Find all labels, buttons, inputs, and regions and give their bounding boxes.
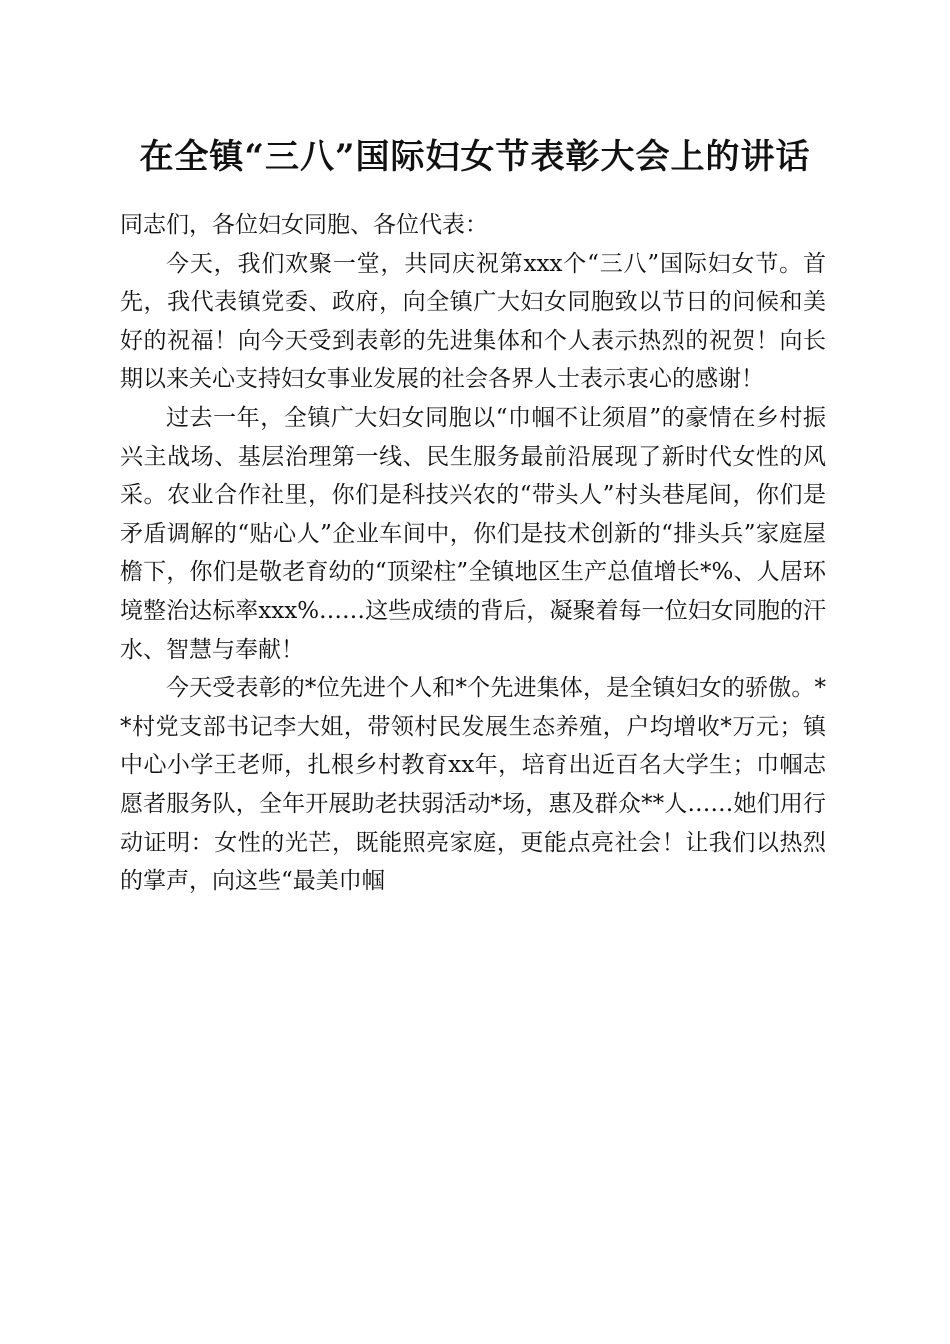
paragraph-achievements: 过去一年，全镇广大妇女同胞以“巾帼不让须眉”的豪情在乡村振兴主战场、基层治理第一线、民生服务最前沿展现了新时代女性的风采。农业合作社里，你们是科技兴农的“带头人”村头巷尾间，你们是矛盾调解的“贴心人”企业车间中，你们是技术创新的“排头兵”家庭屋檐下，你们是敬老育幼的“顶梁柱”全镇地区生产总值增长*%、人居环境整治达标率xxx%……这些成绩的背后，凝聚着每一位妇女同胞的汗水、智慧与奉献！	[120, 404, 826, 663]
paragraph-opening: 今天，我们欢聚一堂，共同庆祝第xxx个“三八”国际妇女节。首先，我代表镇党委、政府，向全镇广大妇女同胞致以节日的问候和美好的祝福！向今天受到表彰的先进集体和个人表示热烈的祝贺！向长期以来关心支持妇女事业发展的社会各界人士表示衷心的感谢！	[120, 250, 826, 393]
paragraph-honorees: 今天受表彰的*位先进个人和*个先进集体，是全镇妇女的骄傲。**村党支部书记李大姐，带领村民发展生态养殖，户均增收*万元；镇中心小学王老师，扎根乡村教育xx年，培育出近百名大学生；巾帼志愿者服务队，全年开展助老扶弱活动*场，惠及群众**人……她们用行动证明：女性的光芒，既能照亮家庭，更能点亮社会！让我们以热烈的掌声，向这些“最美巾帼	[120, 675, 826, 895]
salutation: 同志们，各位妇女同胞、各位代表：	[120, 212, 488, 238]
document-title: 在全镇“三八”国际妇女节表彰大会上的讲话	[139, 137, 811, 177]
document-body	[120, 206, 826, 901]
